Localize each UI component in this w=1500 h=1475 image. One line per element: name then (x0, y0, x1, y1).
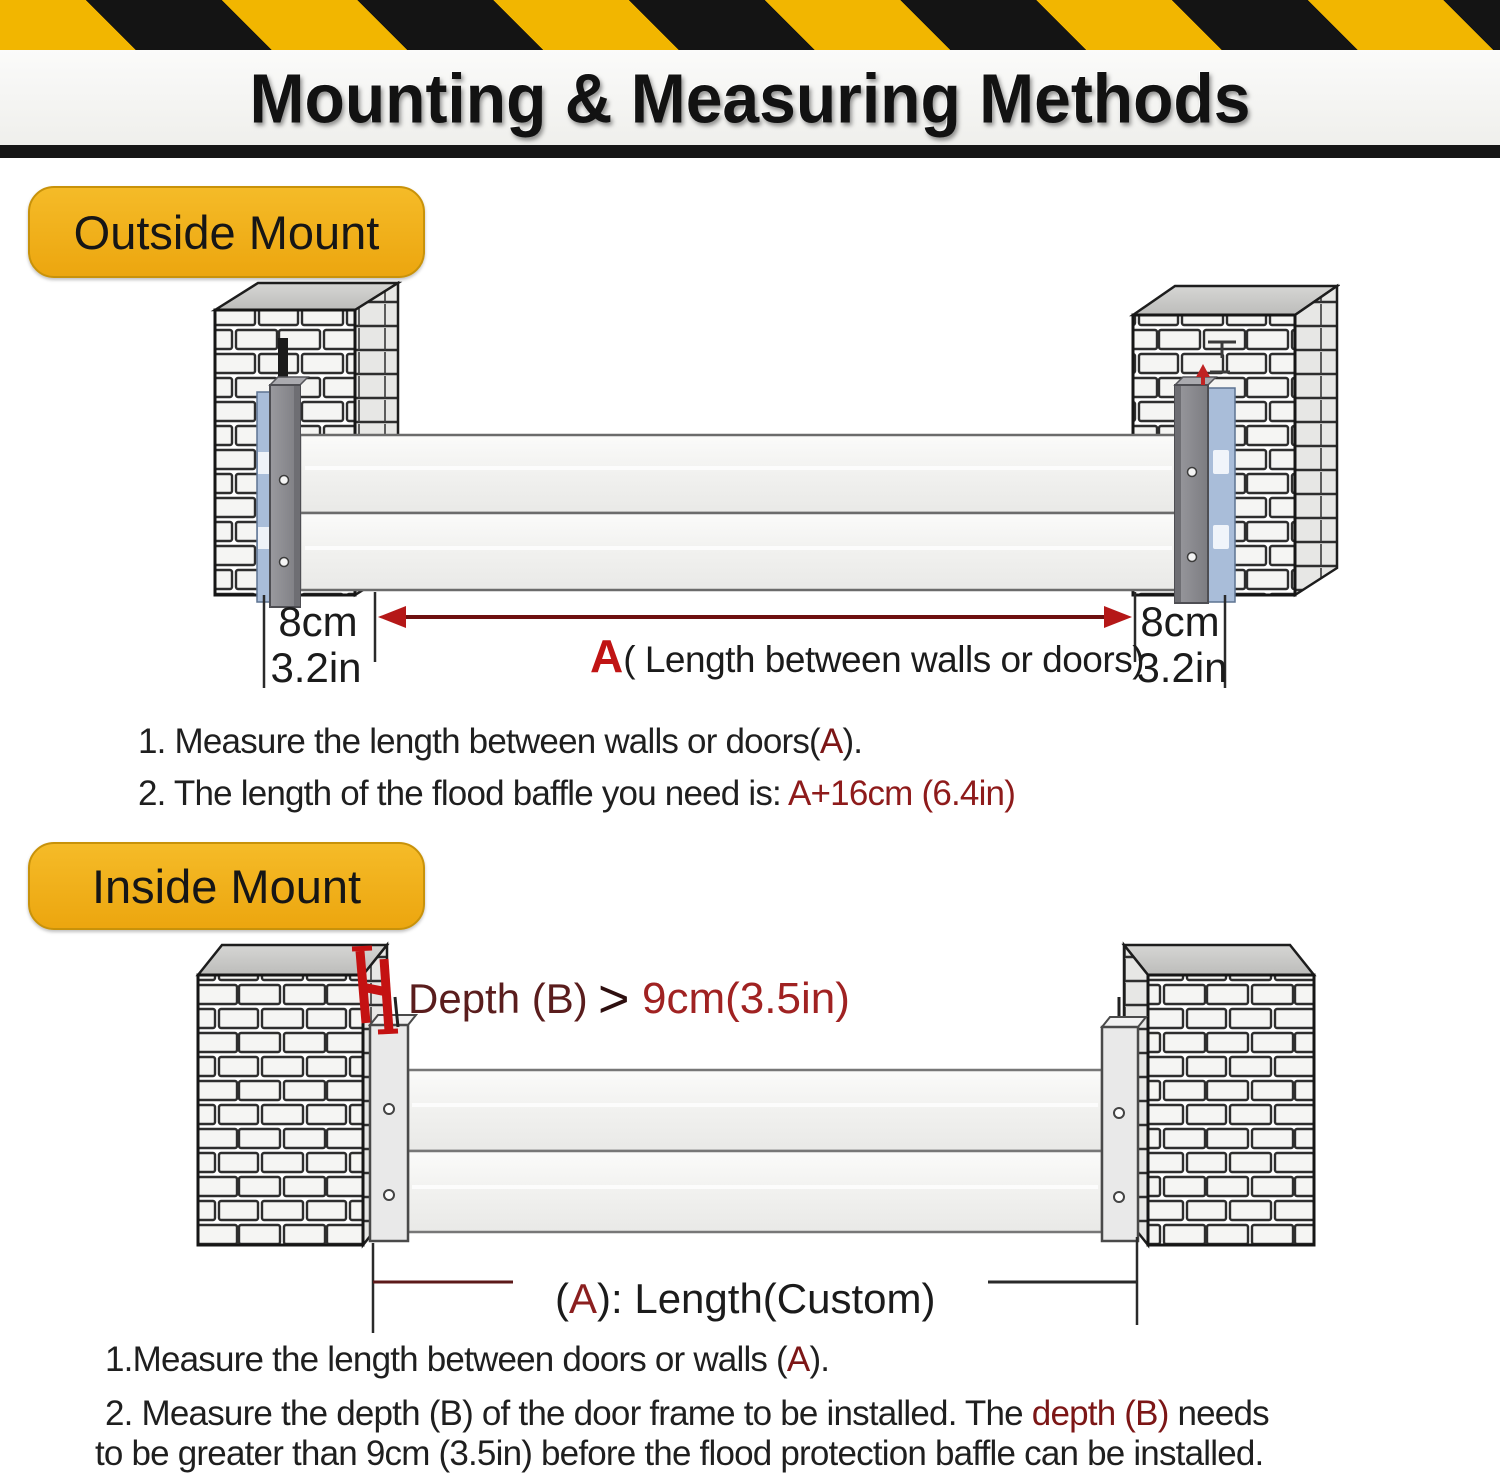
flood-barrier-panels (408, 1070, 1102, 1232)
length-annotation: (A): Length(Custom) (555, 1275, 936, 1322)
caution-tape-banner (0, 0, 1500, 50)
left-mounting-bracket (257, 377, 308, 607)
inside-mount-badge-label: Inside Mount (91, 859, 362, 913)
inside-left-pillar (198, 945, 387, 1245)
flood-barrier-panels (300, 435, 1177, 590)
inside-mount-diagram (150, 935, 1370, 1340)
title-divider (0, 145, 1500, 158)
outside-mount-badge (28, 186, 425, 278)
title-band (0, 50, 1500, 145)
outside-mount-badge-label: Outside Mount (73, 205, 380, 259)
span-length-label: A( Length between walls or doors) (590, 630, 1145, 682)
outside-mount-diagram (190, 280, 1340, 705)
depth-annotation: Depth (B) > 9cm(3.5in) (408, 969, 850, 1029)
right-offset-in-label: 3.2in (1136, 644, 1228, 691)
outside-step-1: 1. Measure the length between walls or doors(A). (138, 722, 863, 761)
left-offset-cm-label: 8cm (278, 598, 358, 645)
inside-mount-badge (28, 842, 425, 930)
left-inside-bracket (370, 1015, 416, 1241)
seal-strip (1208, 388, 1235, 602)
seal-strip (257, 392, 271, 602)
left-offset-in-label: 3.2in (270, 644, 362, 691)
inside-right-pillar (1124, 945, 1314, 1245)
inside-step-2: 2. Measure the depth (B) of the door frame to be installed. The depth (B) needs (105, 1394, 1269, 1433)
outside-step-2: 2. The length of the flood baffle you need is: A+16cm (6.4in) (138, 774, 1016, 813)
inside-step-3: to be greater than 9cm (3.5in) before the flood protection baffle can be installed. (95, 1434, 1264, 1473)
right-offset-cm-label: 8cm (1140, 598, 1220, 645)
inside-step-1: 1.Measure the length between doors or walls (A). (105, 1340, 830, 1379)
page-title: Mounting & Measuring Methods (249, 58, 1251, 137)
right-mounting-bracket (1175, 364, 1235, 603)
